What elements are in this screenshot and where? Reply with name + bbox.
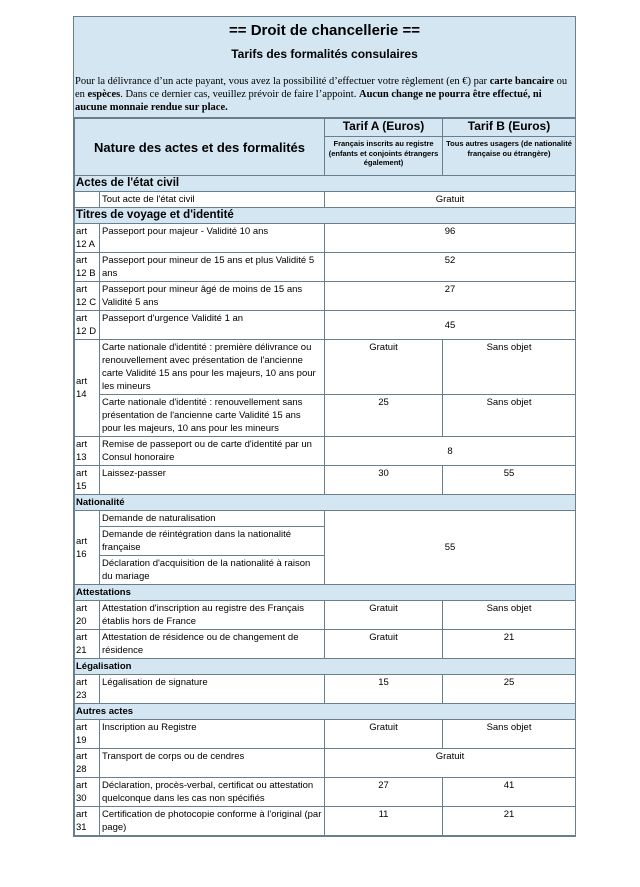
tarif-a-value: 25 <box>325 395 443 437</box>
intro-text-3: . Dans ce dernier cas, veuillez prévoir de faire l’appoint. <box>120 89 359 100</box>
tarif-b-value: Sans objet <box>443 340 576 395</box>
intro-text-2: ou en <box>75 76 568 100</box>
table-row <box>75 511 576 527</box>
page-subtitle: Tarifs des formalités consulaires <box>231 47 418 61</box>
section-title: Titres de voyage et d'identité <box>75 208 576 224</box>
table-row <box>75 340 576 395</box>
row-label: Carte nationale d'identité : renouvellement sans présentation de l'ancienne carte Validité 15 ans pour les majeurs, 10 ans pour les mineurs <box>100 395 325 437</box>
row-label: Passeport pour mineur âgé de moins de 15 ans Validité 5 ans <box>100 282 325 311</box>
article-number: art 21 <box>75 630 100 659</box>
tarif-b-value: 25 <box>443 675 576 704</box>
row-label: Tout acte de l'état civil <box>100 192 325 208</box>
article-number: art 30 <box>75 778 100 807</box>
row-label: Déclaration d'acquisition de la nationalité à raison du mariage <box>100 556 325 585</box>
column-header-tarif-b: Tarif B (Euros) <box>443 119 576 137</box>
article-number: art 12 B <box>75 253 100 282</box>
row-label: Passeport d'urgence Validité 1 an <box>100 311 325 340</box>
row-value: Gratuit <box>325 192 576 208</box>
row-label: Certification de photocopie conforme à l'original (par page) <box>100 807 325 836</box>
tarif-b-value: Sans objet <box>443 601 576 630</box>
section-row-nationalite <box>75 495 576 511</box>
tarif-b-value: 41 <box>443 778 576 807</box>
tariff-document <box>73 16 576 837</box>
article-number: art 20 <box>75 601 100 630</box>
tarif-a-value: Gratuit <box>325 720 443 749</box>
tarif-a-value: 15 <box>325 675 443 704</box>
row-value: 8 <box>325 437 576 466</box>
row-value: 52 <box>325 253 576 282</box>
article-number: art 12 A <box>75 224 100 253</box>
table-row <box>75 395 576 437</box>
tarif-b-value: Sans objet <box>443 395 576 437</box>
section-title: Légalisation <box>75 659 576 675</box>
row-label: Passeport pour majeur - Validité 10 ans <box>100 224 325 253</box>
tarif-a-value: Gratuit <box>325 630 443 659</box>
article-number: art 15 <box>75 466 100 495</box>
section-row-attestations <box>75 585 576 601</box>
article-number: art 31 <box>75 807 100 836</box>
column-header-nature: Nature des actes et des formalités <box>75 119 325 176</box>
row-label: Remise de passeport ou de carte d'identité par un Consul honoraire <box>100 437 325 466</box>
row-label: Passeport pour mineur de 15 ans et plus Validité 5 ans <box>100 253 325 282</box>
row-label: Demande de réintégration dans la nationalité française <box>100 527 325 556</box>
section-row-autres <box>75 704 576 720</box>
section-title: Nationalité <box>75 495 576 511</box>
table-row <box>75 253 576 282</box>
table-row <box>75 192 576 208</box>
section-row-legalisation <box>75 659 576 675</box>
row-label: Laissez-passer <box>100 466 325 495</box>
tarif-a-value: Gratuit <box>325 601 443 630</box>
row-label: Carte nationale d'identité : première délivrance ou renouvellement avec présentation de l'ancienne carte Validité 15 ans pour les majeurs, 10 ans pour les mineurs <box>100 340 325 395</box>
row-label: Légalisation de signature <box>100 675 325 704</box>
section-title: Attestations <box>75 585 576 601</box>
tarif-b-value: 21 <box>443 807 576 836</box>
row-label: Transport de corps ou de cendres <box>100 749 325 778</box>
intro-bold-cash: espèces <box>87 89 121 100</box>
tariff-table <box>74 118 576 836</box>
row-label: Inscription au Registre <box>100 720 325 749</box>
article-number: art 23 <box>75 675 100 704</box>
section-title: Autres actes <box>75 704 576 720</box>
row-value: 96 <box>325 224 576 253</box>
tarif-b-value: 55 <box>443 466 576 495</box>
tarif-a-value: 27 <box>325 778 443 807</box>
column-header-tarif-a: Tarif A (Euros) <box>325 119 443 137</box>
table-row <box>75 675 576 704</box>
table-header-row <box>75 119 576 137</box>
section-title: Actes de l'état civil <box>75 176 576 192</box>
table-row <box>75 311 576 340</box>
tarif-a-description: Français inscrits au registre (enfants et conjoints étrangers également) <box>325 137 443 176</box>
row-label: Déclaration, procès-verbal, certificat ou attestation quelconque dans les cas non spécifiés <box>100 778 325 807</box>
tarif-b-description: Tous autres usagers (de nationalité française ou étrangère) <box>443 137 576 176</box>
table-row <box>75 778 576 807</box>
table-row <box>75 807 576 836</box>
tarif-a-value: 11 <box>325 807 443 836</box>
article-number: art 12 D <box>75 311 100 340</box>
table-row <box>75 601 576 630</box>
row-value: 55 <box>325 511 576 585</box>
intro-bold-warning: Aucun change ne pourra être effectué, ni aucune monnaie rendue sur place. <box>75 89 542 113</box>
document-header <box>74 17 575 118</box>
row-label: Demande de naturalisation <box>100 511 325 527</box>
article-number: art 28 <box>75 749 100 778</box>
row-value: Gratuit <box>325 749 576 778</box>
table-row <box>75 437 576 466</box>
section-row-voyage <box>75 208 576 224</box>
intro-paragraph <box>74 72 575 117</box>
row-label: Attestation d'inscription au registre des Français établis hors de France <box>100 601 325 630</box>
table-row <box>75 466 576 495</box>
tarif-a-value: Gratuit <box>325 340 443 395</box>
article-number: art 13 <box>75 437 100 466</box>
tarif-b-value: Sans objet <box>443 720 576 749</box>
article-number: art 16 <box>75 511 100 585</box>
row-label: Attestation de résidence ou de changement de résidence <box>100 630 325 659</box>
table-row <box>75 282 576 311</box>
intro-text-1: Pour la délivrance d’un acte payant, vous avez la possibilité d’effectuer votre règlement (en €) par <box>75 76 490 87</box>
row-value: 27 <box>325 282 576 311</box>
intro-bold-card: carte bancaire <box>489 76 554 87</box>
table-row <box>75 720 576 749</box>
section-row-etat-civil <box>75 176 576 192</box>
tarif-a-value: 30 <box>325 466 443 495</box>
article-number: art 14 <box>75 340 100 437</box>
article-number: art 12 C <box>75 282 100 311</box>
article-number: art 19 <box>75 720 100 749</box>
table-row <box>75 630 576 659</box>
row-value: 45 <box>325 311 576 340</box>
table-row <box>75 749 576 778</box>
tarif-b-value: 21 <box>443 630 576 659</box>
page-title: == Droit de chancellerie == <box>229 22 420 39</box>
table-row <box>75 224 576 253</box>
